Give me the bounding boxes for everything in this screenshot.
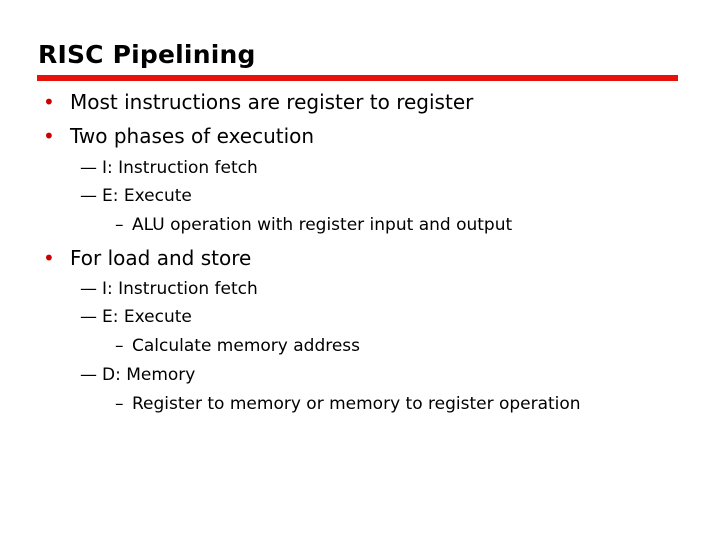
bullet-dot-icon: • [43,246,55,270]
sub-item-text: E: Execute [102,307,192,327]
sub-sub-item-text: ALU operation with register input and output [132,215,513,235]
em-dash-icon: — [80,365,97,385]
sub-sub-item-text: Calculate memory address [132,336,361,356]
slide-title: RISC Pipelining [38,40,256,69]
sub-sub-item-text: Register to memory or memory to register operation [132,394,581,414]
bullet-item [43,90,474,114]
en-dash-icon: – [115,336,124,356]
sub-item [80,158,258,178]
bullet-item [43,124,315,148]
title-underline [37,75,678,81]
bullet-text: For load and store [70,246,252,270]
sub-item-text: E: Execute [102,186,192,206]
sub-item [80,307,192,327]
sub-item [80,186,192,206]
en-dash-icon: – [115,394,124,414]
sub-sub-item [115,394,581,414]
sub-item [80,279,258,299]
sub-sub-item [115,215,513,235]
em-dash-icon: — [80,279,97,299]
em-dash-icon: — [80,186,97,206]
em-dash-icon: — [80,158,97,178]
bullet-dot-icon: • [43,124,55,148]
em-dash-icon: — [80,307,97,327]
sub-item-text: D: Memory [102,365,196,385]
bullet-text: Most instructions are register to register [70,90,474,114]
bullet-text: Two phases of execution [70,124,315,148]
sub-item-text: I: Instruction fetch [102,279,258,299]
sub-item [80,365,196,385]
sub-sub-item [115,336,361,356]
sub-item-text: I: Instruction fetch [102,158,258,178]
bullet-dot-icon: • [43,90,55,114]
bullet-item [43,246,252,270]
en-dash-icon: – [115,215,124,235]
